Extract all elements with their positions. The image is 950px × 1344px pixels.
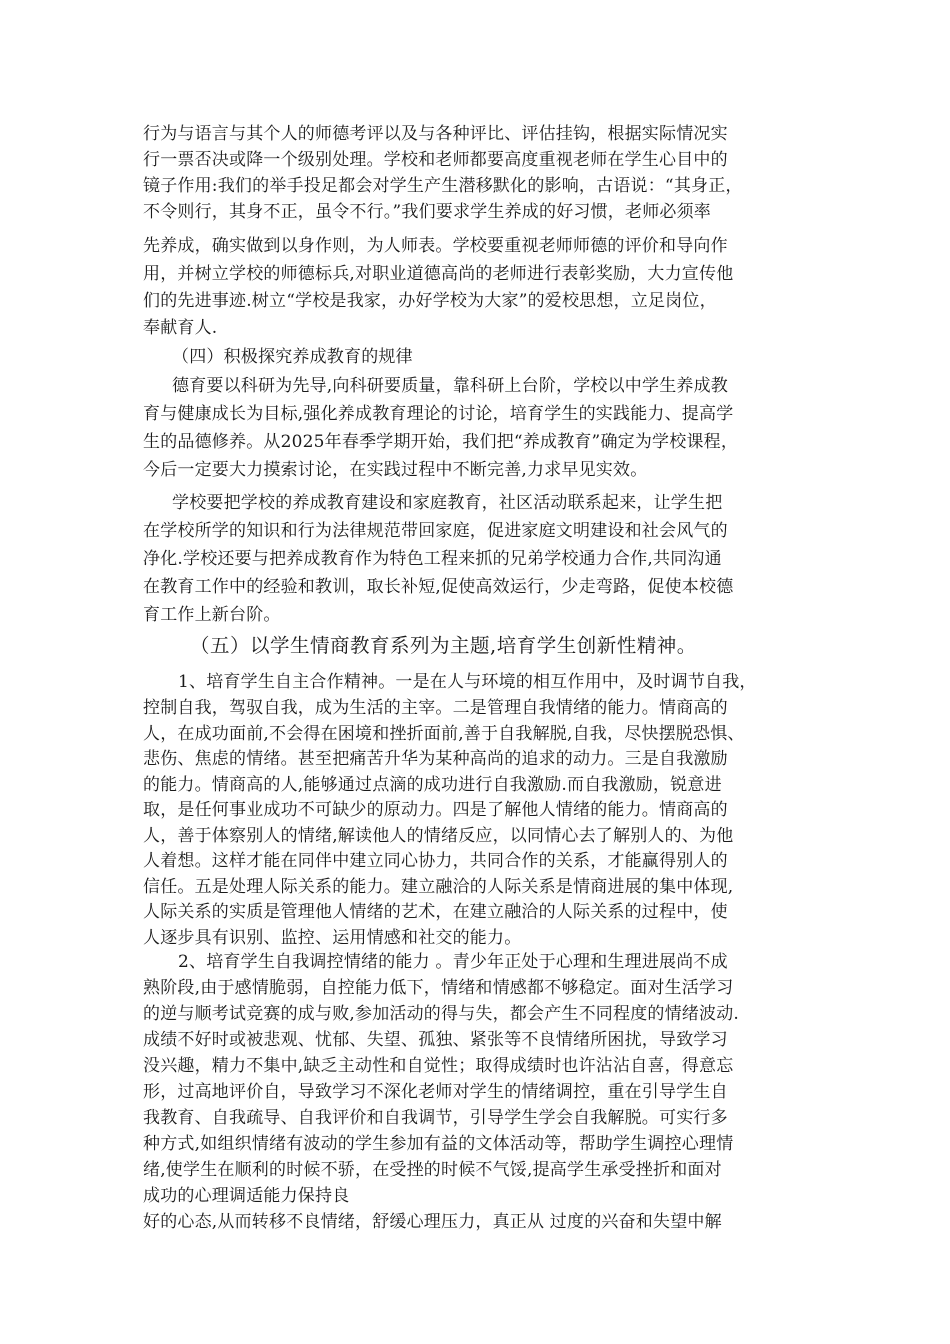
paragraph-line: 信任。五是处理人际关系的能力。建立融洽的人际关系是情商进展的集中体现, [143,877,734,897]
paragraph-line: 人逐步具有识别、监控、运用情感和社交的能力。 [143,928,522,948]
paragraph-line: 2、培育学生自我调控情绪的能力 。青少年正处于心理和生理进展尚不成 [178,952,728,972]
paragraph-line: 1、培育学生自主合作精神。一是在人与环境的相互作用中，及时调节自我， [178,672,757,692]
paragraph-line: 悲伤、焦虑的情绪。甚至把痛苦升华为某种高尚的追求的动力。三是自我激励 [143,749,728,769]
paragraph-line: 没兴趣，精力不集中,缺乏主动性和自觉性；取得成绩时也许沾沾自喜，得意忘 [143,1056,734,1076]
paragraph-line: 取，是任何事业成功不可缺少的原动力。四是了解他人情绪的能力。情商高的 [143,800,728,820]
paragraph-line: 种方式,如组织情绪有波动的学生参加有益的文体活动等，帮助学生调控心理情 [143,1134,734,1154]
paragraph-line: 我教育、自我疏导、自我评价和自我调节，引导学生学会自我解脱。可实行多 [143,1108,728,1128]
paragraph-line: 们的先进事迹.树立“学校是我家，办好学校为大家”的爱校思想，立足岗位， [143,291,717,311]
paragraph-line: 的逆与顺考试竞赛的成与败,参加活动的得与失，都会产生不同程度的情绪波动. [143,1004,740,1024]
paragraph-line: 成绩不好时或被悲观、忧郁、失望、孤独、紧张等不良情绪所困扰，导致学习 [143,1030,728,1050]
paragraph-line: 先养成，确实做到以身作则，为人师表。学校要重视老师师德的评价和导向作 [143,236,728,256]
paragraph-line: 人，在成功面前,不会得在困境和挫折面前,善于自我解脱,自我，尽快摆脱恐惧、 [143,724,745,744]
paragraph-line: 控制自我，驾驭自我，成为生活的主宰。二是管理自我情绪的能力。情商高的 [143,698,728,718]
paragraph-line: 绪,使学生在顺利的时候不骄，在受挫的时候不气馁,提高学生承受挫折和面对 [143,1160,722,1180]
paragraph-line: 镜子作用:我们的举手投足都会对学生产生潜移默化的影响，古语说：“其身正， [143,176,743,196]
paragraph-line: 奉献育人. [143,318,218,338]
paragraph-line: 人，善于体察别人的情绪,解读他人的情绪反应，以同情心去了解别人的、为他 [143,826,734,846]
paragraph-line: 德育要以科研为先导,向科研要质量，靠科研上台阶，学校以中学生养成教 [172,376,729,396]
paragraph-line: 形，过高地评价自，导致学习不深化老师对学生的情绪调控，重在引导学生自 [143,1082,728,1102]
paragraph-line: 用，并树立学校的师德标兵,对职业道德高尚的老师进行表彰奖励，大力宣传他 [143,264,734,284]
paragraph-line: 行为与语言与其个人的师德考评以及与各种评比、评估挂钩，根据实际情况实 [143,124,728,144]
paragraph-line: 在学校所学的知识和行为法律规范带回家庭，促进家庭文明建设和社会风气的 [143,521,728,541]
paragraph-line: 的能力。情商高的人,能够通过点滴的成功进行自我激励.而自我激励，锐意进 [143,775,722,795]
paragraph-line: 熟阶段,由于感情脆弱，自控能力低下，情绪和情感都不够稳定。面对生活学习 [143,978,734,998]
paragraph-line: 生的品德修养。从2025年春季学期开始，我们把“养成教育”确定为学校课程， [143,432,739,452]
section-heading-4: （四）积极探究养成教育的规律 [172,347,413,367]
paragraph-line: 在教育工作中的经验和教训，取长补短,促使高效运行，少走弯路，促使本校德 [143,577,734,597]
paragraph-line: 行一票否决或降一个级别处理。学校和老师都要高度重视老师在学生心目中的 [143,150,728,170]
paragraph-line: 净化.学校还要与把养成教育作为特色工程来抓的兄弟学校通力合作,共同沟通 [143,549,722,569]
section-heading-5: （五）以学生情商教育系列为主题,培育学生创新性精神。 [190,634,697,657]
paragraph-line: 学校要把学校的养成教育建设和家庭教育，社区活动联系起来，让学生把 [172,493,723,513]
paragraph-line: 好的心态,从而转移不良情绪，舒缓心理压力，真正从 过度的兴奋和失望中解 [143,1212,722,1232]
paragraph-line: 育与健康成长为目标,强化养成教育理论的讨论，培育学生的实践能力、提高学 [143,404,734,424]
paragraph-line: 育工作上新台阶。 [143,605,281,625]
paragraph-line: 今后一定要大力摸索讨论，在实践过程中不断完善,力求早见实效。 [143,460,648,480]
paragraph-line: 人着想。这样才能在同伴中建立同心协力，共同合作的关系，才能赢得别人的 [143,851,728,871]
paragraph-line: 不令则行，其身不正，虽令不行。”我们要求学生养成的好习惯，老师必须率 [143,202,711,222]
paragraph-line: 人际关系的实质是管理他人情绪的艺术，在建立融洽的人际关系的过程中，使 [143,902,728,922]
paragraph-line: 成功的心理调适能力保持良 [143,1186,350,1206]
